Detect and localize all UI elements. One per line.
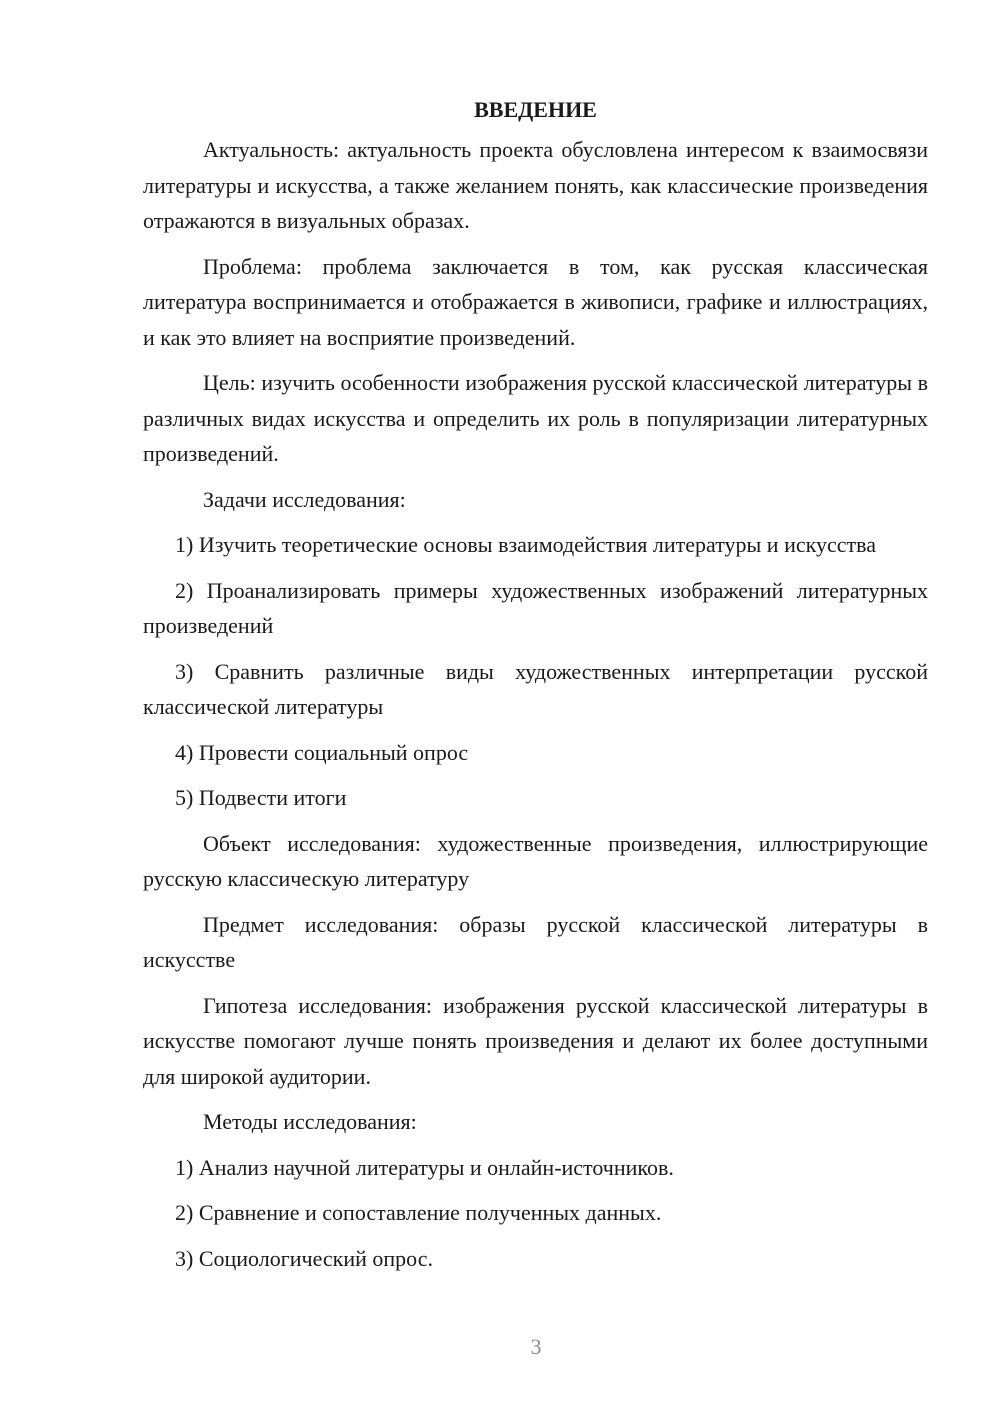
subject-paragraph: Предмет исследования: образы русской классической литературы в искусстве — [143, 911, 928, 972]
document-page — [143, 92, 928, 1276]
task-item-2: 2) Проанализировать примеры художественных изображений литературных произведений — [143, 577, 928, 638]
task-item-5: 5) Подвести итоги — [175, 785, 347, 810]
object-paragraph: Объект исследования: художественные произведения, иллюстрирующие русскую классическую литературу — [143, 830, 928, 891]
tasks-heading: Задачи исследования: — [203, 486, 406, 512]
task-item-4: 4) Провести социальный опрос — [175, 739, 469, 765]
goal-paragraph: Цель: изучить особенности изображения русской классической литературы в различных видах искусства и определить их роль в популяризации литературных произведений. — [143, 370, 928, 466]
task-item-3: 3) Сравнить различные виды художественных интерпретации русской классической литературы — [143, 658, 928, 719]
task-item-1: 1) Изучить теоретические основы взаимодействия литературы и искусства — [175, 532, 877, 557]
section-title: ВВЕДЕНИЕ — [474, 97, 597, 122]
relevance-paragraph: Актуальность: актуальность проекта обусловлена интересом к взаимосвязи литературы и искусства, а также желанием понять, как классические произведения отражаются в визуальных образах. — [143, 137, 928, 233]
problem-paragraph: Проблема: проблема заключается в том, как русская классическая литература воспринимается и отображается в живописи, графике и иллюстрациях, и как это влияет на восприятие произведений. — [143, 253, 928, 350]
page-number: 3 — [530, 1334, 542, 1359]
methods-heading: Методы исследования: — [203, 1109, 417, 1134]
hypothesis-paragraph: Гипотеза исследования: изображения русской классической литературы в искусстве помогают лучше понять произведения и делают их более доступными для широкой аудитории. — [143, 992, 928, 1089]
method-item-3: 3) Социологический опрос. — [175, 1245, 433, 1271]
method-item-1: 1) Анализ научной литературы и онлайн-источников. — [175, 1154, 674, 1180]
method-item-2: 2) Сравнение и сопоставление полученных данных. — [175, 1200, 662, 1225]
